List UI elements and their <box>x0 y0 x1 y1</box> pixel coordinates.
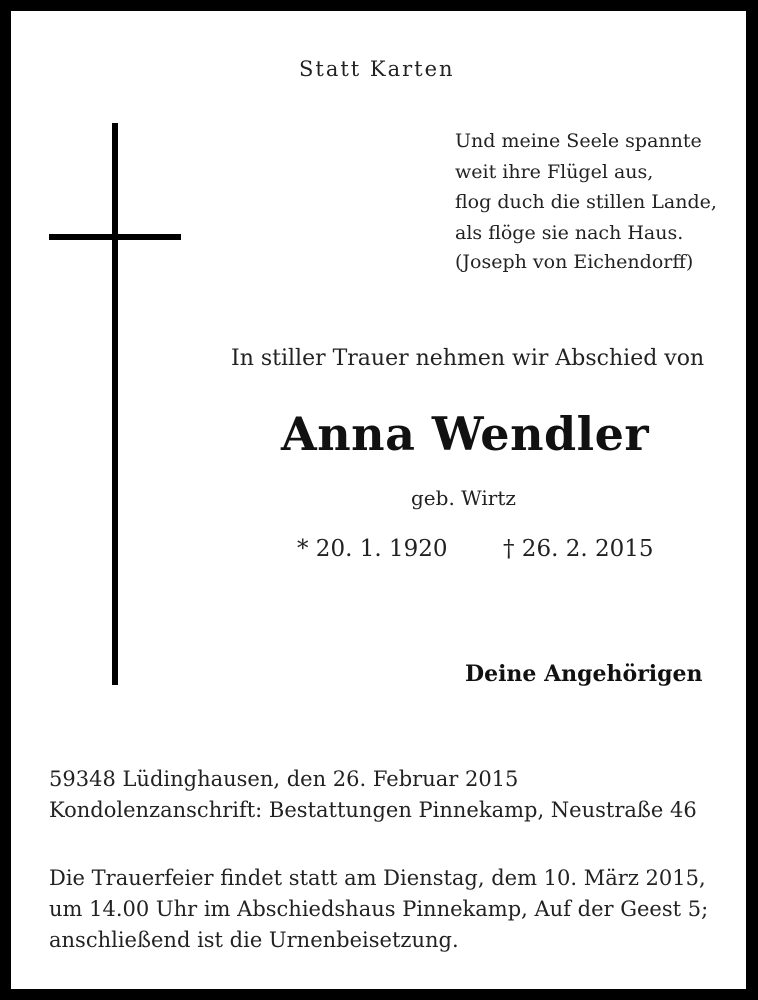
poem-quote <box>455 126 717 248</box>
cross-vertical-bar <box>112 123 118 685</box>
ceremony-line-1: Die Trauerfeier findet statt am Dienstag, dem 10. März 2015, <box>49 866 706 890</box>
maiden-name: geb. Wirtz <box>411 486 516 510</box>
ceremony-line-3: anschließend ist die Urnenbeisetzung. <box>49 928 459 952</box>
poem-line-1: Und meine Seele spannte <box>455 130 702 152</box>
farewell-intro: In stiller Trauer nehmen wir Abschied von <box>231 346 705 371</box>
place-date-block <box>49 764 697 826</box>
family-signature: Deine Angehörigen <box>465 661 703 687</box>
condolence-address-line: Kondolenzanschrift: Bestattungen Pinnekamp, Neustraße 46 <box>49 798 697 822</box>
ceremony-info-block <box>49 863 708 956</box>
poem-author: (Joseph von Eichendorff) <box>455 251 694 273</box>
cross-horizontal-bar <box>49 234 181 240</box>
place-date-line: 59348 Lüdinghausen, den 26. Februar 2015 <box>49 767 519 791</box>
deceased-name: Anna Wendler <box>281 407 650 461</box>
ceremony-line-2: um 14.00 Uhr im Abschiedshaus Pinnekamp, Auf der Geest 5; <box>49 897 709 921</box>
statt-karten-heading: Statt Karten <box>299 57 455 81</box>
death-date: † 26. 2. 2015 <box>503 536 654 562</box>
poem-line-4: als flöge sie nach Haus. <box>455 221 684 244</box>
poem-line-2: weit ihre Flügel aus, <box>455 160 654 183</box>
poem-line-3: flog duch die stillen Lande, <box>455 191 717 213</box>
birth-date: * 20. 1. 1920 <box>297 536 448 562</box>
